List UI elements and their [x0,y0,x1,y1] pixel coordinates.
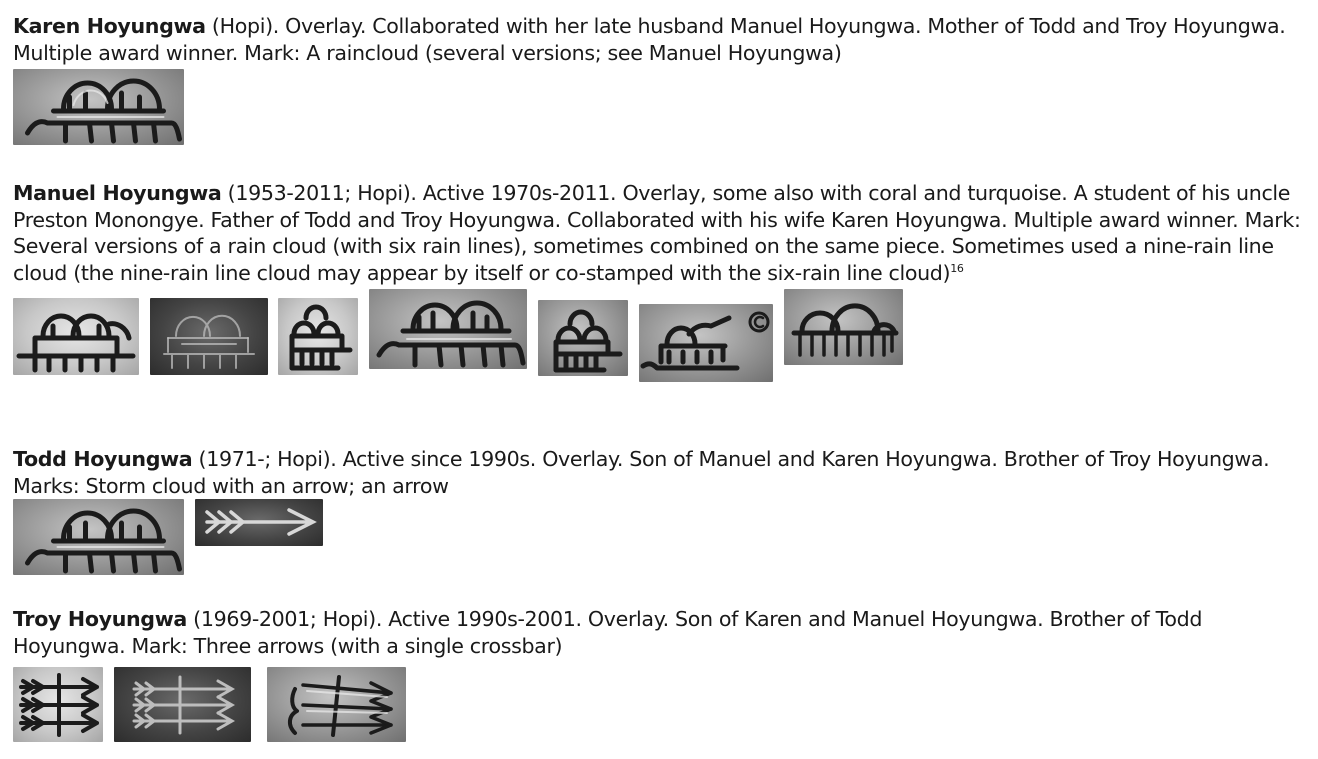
storm-cloud-mark-icon [13,499,184,575]
three-arrows-mark-icon [114,667,251,742]
raincloud-mark-image [369,289,527,369]
artist-details: (Hopi). Overlay. Collaborated with her late husband Manuel Hoyungwa. Mother of Todd and Troy Hoyungwa. Multiple award winner. Mark: A raincloud (several versions; see Manuel Hoyungwa) [13,14,1286,65]
raincloud-mark-icon [639,304,773,382]
raincloud-mark-image [639,304,773,382]
three-arrows-mark-image [267,667,406,742]
entry-text [13,13,1311,66]
raincloud-mark-icon [13,69,184,145]
three-arrows-mark-image [13,667,103,742]
artist-details: (1969-2001; Hopi). Active 1990s-2001. Overlay. Son of Karen and Manuel Hoyungwa. Brother of Todd Hoyungwa. Mark: Three arrows (with a single crossbar) [13,607,1203,658]
artist-details: (1971-; Hopi). Active since 1990s. Overlay. Son of Manuel and Karen Hoyungwa. Brother of Troy Hoyungwa. Marks: Storm cloud with an arrow; an arrow [13,447,1270,498]
raincloud-mark-icon [278,298,358,375]
raincloud-mark-icon [369,289,527,369]
nine-rain-line-cloud-mark-icon [784,289,903,365]
footnote-marker: 16 [950,261,964,275]
raincloud-mark-image [538,300,628,376]
artist-name: Manuel Hoyungwa [13,181,222,205]
raincloud-mark-icon [150,298,268,375]
entry-karen-hoyungwa [13,13,1311,146]
arrow-mark-image [195,499,323,546]
raincloud-mark-image [278,298,358,375]
entry-text [13,446,1311,499]
entry-text [13,180,1311,286]
entry-manuel-hoyungwa [13,180,1311,386]
nine-rain-line-cloud-mark-image [784,289,903,365]
storm-cloud-mark-image [13,499,184,575]
artist-name: Todd Hoyungwa [13,447,193,471]
raincloud-mark-icon [13,298,139,375]
raincloud-mark-image [13,69,184,145]
artist-name: Karen Hoyungwa [13,14,206,38]
entry-todd-hoyungwa [13,446,1311,579]
arrow-mark-icon [195,499,323,546]
raincloud-mark-image [150,298,268,375]
three-arrows-mark-icon [13,667,103,742]
three-arrows-mark-image [114,667,251,742]
raincloud-mark-image [13,298,139,375]
entry-text [13,606,1311,659]
artist-details: (1953-2011; Hopi). Active 1970s-2011. Overlay, some also with coral and turquoise. A student of his uncle Preston Monongye. Father of Todd and Troy Hoyungwa. Collaborated with his wife Karen Hoyungwa. Multiple award winner. Mark: Several versions of a rain cloud (with six rain lines), sometimes combined on the same piece. Sometimes used a nine-rain line cloud (the nine-rain line cloud may appear by itself or co-stamped with the six-rain line cloud) [13,181,1301,285]
artist-name: Troy Hoyungwa [13,607,187,631]
entry-troy-hoyungwa [13,606,1311,749]
three-arrows-mark-icon [267,667,406,742]
raincloud-mark-icon [538,300,628,376]
